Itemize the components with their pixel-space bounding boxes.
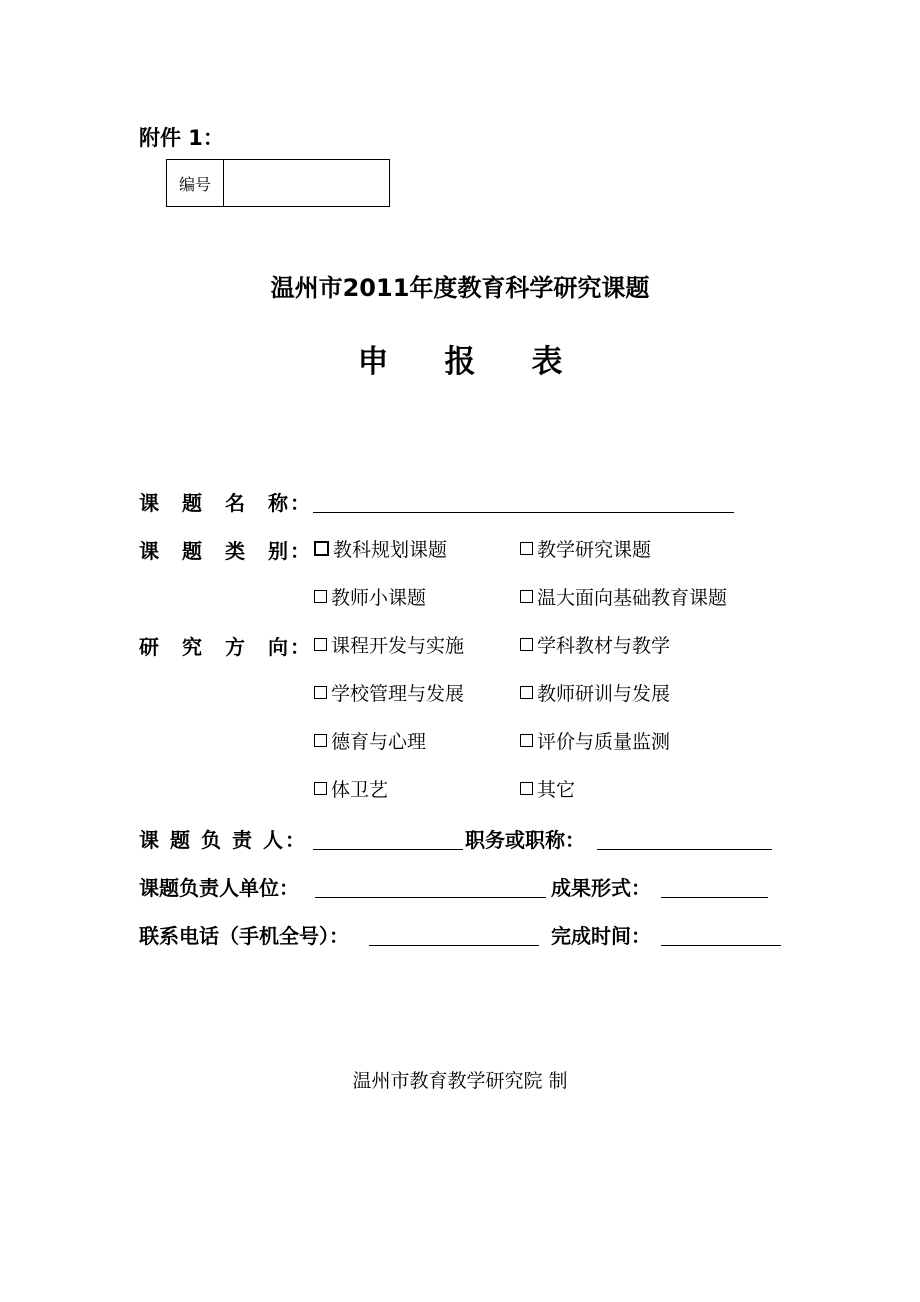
- label-colon: ：: [285, 828, 305, 852]
- label-colon: ：: [290, 539, 310, 563]
- label-char: 方: [225, 635, 245, 659]
- checkbox[interactable]: [314, 638, 327, 651]
- contact-phone-field[interactable]: [369, 921, 539, 946]
- completion-time-field[interactable]: [661, 921, 781, 946]
- label-char: 课: [139, 828, 159, 852]
- footer-issuer: 温州市教育教学研究院 制: [352, 1070, 568, 1092]
- label-char: 向: [268, 635, 288, 659]
- direction-option[interactable]: 学校管理与发展: [314, 679, 464, 706]
- result-form-field[interactable]: [661, 873, 768, 898]
- checkbox[interactable]: [314, 686, 327, 699]
- label-char: 别: [268, 539, 288, 563]
- topic-name-row: [139, 487, 310, 516]
- number-label: 编号: [167, 160, 224, 206]
- direction-option[interactable]: 德育与心理: [314, 727, 426, 754]
- completion-time-label: 完成时间：: [551, 924, 651, 948]
- checkbox[interactable]: [520, 590, 533, 603]
- label-colon: ：: [290, 491, 310, 515]
- research-direction-row: [139, 631, 310, 660]
- label-char: 名: [225, 491, 245, 515]
- category-option[interactable]: 教学研究课题: [520, 535, 651, 562]
- topic-category-row: [139, 535, 310, 564]
- direction-option[interactable]: 课程开发与实施: [314, 631, 464, 658]
- label-char: 究: [182, 635, 202, 659]
- number-field[interactable]: [224, 160, 389, 206]
- label-char: 课: [139, 539, 159, 563]
- label-char: 负: [201, 828, 221, 852]
- leader-unit-label: 课题负责人单位：: [139, 876, 299, 900]
- subtitle-char: 表: [531, 344, 563, 380]
- label-char: 类: [225, 539, 245, 563]
- topic-name-field[interactable]: [313, 488, 734, 513]
- position-title-label: 职务或职称：: [465, 828, 585, 852]
- checkbox[interactable]: [314, 590, 327, 603]
- direction-option[interactable]: 其它: [520, 775, 575, 802]
- direction-option[interactable]: 体卫艺: [314, 775, 388, 802]
- checkbox[interactable]: [520, 782, 533, 795]
- direction-option[interactable]: 评价与质量监测: [520, 727, 670, 754]
- label-char: 题: [182, 491, 202, 515]
- contact-phone-label: 联系电话（手机全号）：: [139, 924, 349, 948]
- category-option[interactable]: 温大面向基础教育课题: [520, 583, 727, 610]
- checkbox[interactable]: [520, 686, 533, 699]
- label-colon: ：: [290, 635, 310, 659]
- position-title-field[interactable]: [597, 825, 772, 850]
- checkbox[interactable]: [520, 638, 533, 651]
- leader-row: [139, 824, 305, 853]
- result-form-label: 成果形式：: [551, 876, 651, 900]
- label-char: 题: [182, 539, 202, 563]
- leader-unit-field[interactable]: [315, 873, 546, 898]
- leader-field[interactable]: [313, 825, 463, 850]
- label-char: 研: [139, 635, 159, 659]
- checkbox[interactable]: [314, 782, 327, 795]
- checkbox[interactable]: [520, 734, 533, 747]
- checkbox[interactable]: [520, 542, 533, 555]
- direction-option[interactable]: 学科教材与教学: [520, 631, 670, 658]
- form-subtitle: [0, 336, 920, 381]
- category-option[interactable]: 教科规划课题: [314, 535, 447, 562]
- label-char: 题: [170, 828, 190, 852]
- page-title: 温州市2011年度教育科学研究课题: [270, 274, 650, 302]
- label-char: 称: [268, 491, 288, 515]
- category-option[interactable]: 教师小课题: [314, 583, 426, 610]
- direction-option[interactable]: 教师研训与发展: [520, 679, 670, 706]
- label-char: 人: [263, 828, 283, 852]
- subtitle-char: 报: [444, 344, 476, 380]
- number-box: [166, 159, 390, 207]
- attachment-label: 附件 1：: [139, 126, 224, 150]
- label-char: 责: [232, 828, 252, 852]
- label-char: 课: [139, 491, 159, 515]
- subtitle-char: 申: [357, 344, 389, 380]
- checkbox[interactable]: [314, 541, 329, 556]
- checkbox[interactable]: [314, 734, 327, 747]
